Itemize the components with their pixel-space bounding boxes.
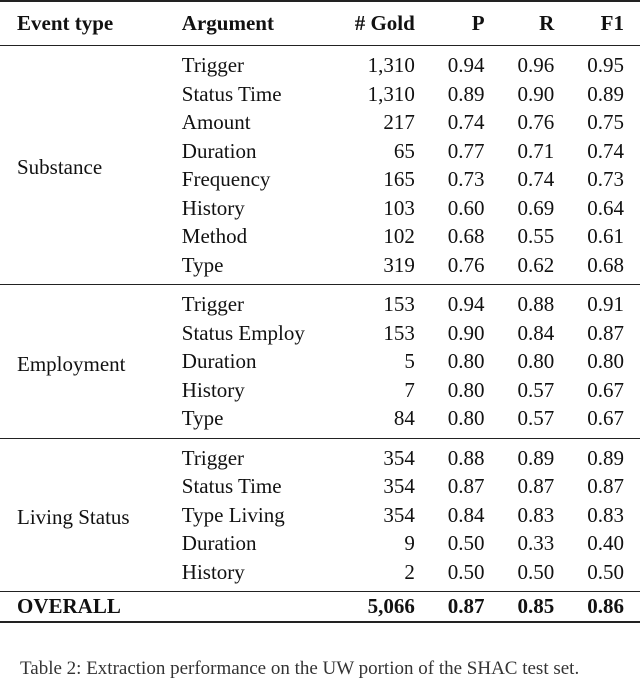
header-row bbox=[0, 1, 640, 46]
cell-r: 0.57 bbox=[517, 406, 555, 430]
cell-r: 0.96 bbox=[517, 53, 555, 77]
cell-f1: 0.75 bbox=[587, 110, 624, 134]
cell-argument: Trigger bbox=[181, 292, 245, 316]
cell-f1: 0.61 bbox=[587, 224, 624, 248]
cell-p: 0.80 bbox=[447, 349, 485, 373]
cell-argument: History bbox=[181, 195, 245, 220]
header-r: R bbox=[485, 1, 555, 46]
event-type-label: Employment bbox=[17, 351, 126, 376]
cell-f1: 0.83 bbox=[587, 502, 624, 527]
cell-gold: 7 bbox=[404, 377, 415, 402]
cell-argument: History bbox=[181, 559, 245, 584]
cell-argument: Trigger bbox=[181, 445, 245, 470]
cell-f1: 0.64 bbox=[587, 195, 624, 220]
cell-p: 0.60 bbox=[447, 195, 485, 220]
header-f1: F1 bbox=[554, 1, 640, 46]
group-employment bbox=[0, 285, 640, 439]
event-type-label: Living Status bbox=[17, 505, 130, 529]
cell-f1: 0.68 bbox=[587, 252, 624, 277]
overall-f1: 0.86 bbox=[554, 592, 640, 622]
cell-p: 0.50 bbox=[447, 559, 485, 584]
cell-f1: 0.67 bbox=[587, 377, 624, 402]
cell-p: 0.77 bbox=[447, 138, 485, 163]
cell-gold: 153 bbox=[383, 292, 415, 316]
cell-r: 0.57 bbox=[517, 377, 555, 402]
cell-argument: Trigger bbox=[181, 53, 245, 77]
cell-p: 0.88 bbox=[447, 445, 485, 470]
cell-argument: Status Time bbox=[181, 81, 282, 106]
cell-gold: 1,310 bbox=[367, 53, 415, 77]
cell-argument: History bbox=[181, 377, 245, 402]
cell-f1: 0.73 bbox=[587, 167, 624, 191]
cell-r: 0.89 bbox=[517, 445, 555, 470]
cell-argument: Frequency bbox=[181, 167, 271, 191]
cell-r: 0.33 bbox=[517, 531, 555, 555]
cell-gold: 354 bbox=[383, 474, 415, 498]
cell-r: 0.87 bbox=[517, 474, 555, 498]
overall-gold: 5,066 bbox=[348, 592, 415, 622]
cell-argument: Status Employ bbox=[181, 320, 305, 345]
cell-argument: Type bbox=[181, 252, 224, 277]
cell-p: 0.90 bbox=[447, 320, 485, 345]
cell-f1: 0.87 bbox=[587, 320, 624, 345]
cell-f1: 0.67 bbox=[587, 406, 624, 430]
cell-f1: 0.89 bbox=[587, 81, 624, 106]
cell-gold: 354 bbox=[383, 502, 415, 527]
cell-p: 0.80 bbox=[447, 377, 485, 402]
overall-argument-empty bbox=[182, 592, 348, 622]
cell-argument: Type Living bbox=[181, 502, 285, 527]
cell-r: 0.80 bbox=[517, 349, 555, 373]
cell-f1: 0.95 bbox=[587, 53, 624, 77]
cell-f1: 0.50 bbox=[587, 559, 624, 584]
table-caption: Table 2: Extraction performance on the UW portion of the SHAC test set. bbox=[20, 658, 580, 679]
cell-argument: Method bbox=[181, 224, 248, 248]
cell-argument: Duration bbox=[181, 349, 257, 373]
cell-r: 0.76 bbox=[517, 110, 555, 134]
cell-gold: 217 bbox=[383, 110, 415, 134]
cell-r: 0.50 bbox=[517, 559, 555, 584]
cell-p: 0.50 bbox=[447, 531, 485, 555]
group-substance bbox=[0, 46, 640, 285]
cell-r: 0.90 bbox=[517, 81, 555, 106]
cell-p: 0.94 bbox=[447, 292, 485, 316]
cell-gold: 1,310 bbox=[367, 81, 415, 106]
event-type-label: Substance bbox=[17, 155, 103, 180]
cell-p: 0.87 bbox=[447, 474, 485, 498]
cell-r: 0.83 bbox=[517, 502, 555, 527]
cell-p: 0.80 bbox=[447, 406, 485, 430]
cell-p: 0.89 bbox=[447, 81, 485, 106]
cell-f1: 0.74 bbox=[587, 138, 624, 163]
cell-r: 0.62 bbox=[517, 252, 555, 277]
cell-gold: 165 bbox=[383, 167, 415, 191]
cell-r: 0.74 bbox=[517, 167, 555, 191]
header-gold: # Gold bbox=[348, 1, 415, 46]
cell-argument: Duration bbox=[181, 138, 257, 163]
cell-r: 0.88 bbox=[517, 292, 555, 316]
cell-r: 0.69 bbox=[517, 195, 555, 220]
cell-p: 0.76 bbox=[447, 252, 485, 277]
cell-gold: 319 bbox=[383, 252, 415, 277]
cell-argument: Type bbox=[181, 406, 224, 430]
cell-gold: 103 bbox=[383, 195, 415, 220]
header-event-type: Event type bbox=[0, 1, 182, 46]
cell-gold: 84 bbox=[393, 406, 415, 430]
header-p: P bbox=[415, 1, 485, 46]
overall-section bbox=[0, 592, 640, 622]
cell-gold: 2 bbox=[404, 559, 415, 584]
cell-gold: 153 bbox=[383, 320, 415, 345]
cell-f1: 0.80 bbox=[587, 349, 624, 373]
overall-row bbox=[0, 592, 640, 622]
cell-gold: 9 bbox=[404, 531, 415, 555]
overall-label: OVERALL bbox=[0, 592, 182, 622]
table-row bbox=[0, 46, 640, 80]
cell-p: 0.73 bbox=[447, 167, 485, 191]
group-living-status bbox=[0, 438, 640, 592]
cell-p: 0.94 bbox=[447, 53, 485, 77]
cell-gold: 102 bbox=[383, 224, 415, 248]
overall-p: 0.87 bbox=[415, 592, 485, 622]
cell-r: 0.55 bbox=[517, 224, 555, 248]
table-row bbox=[0, 285, 640, 319]
cell-argument: Status Time bbox=[181, 474, 282, 498]
cell-f1: 0.87 bbox=[587, 474, 624, 498]
table-row bbox=[0, 438, 640, 472]
cell-f1: 0.91 bbox=[587, 292, 624, 316]
cell-argument: Duration bbox=[181, 531, 257, 555]
cell-r: 0.71 bbox=[517, 138, 555, 163]
overall-r: 0.85 bbox=[485, 592, 555, 622]
cell-p: 0.68 bbox=[447, 224, 485, 248]
cell-argument: Amount bbox=[181, 110, 251, 134]
cell-gold: 354 bbox=[383, 445, 415, 470]
cell-p: 0.84 bbox=[447, 502, 485, 527]
cell-gold: 5 bbox=[404, 349, 415, 373]
header-argument: Argument bbox=[182, 1, 348, 46]
cell-f1: 0.40 bbox=[587, 531, 624, 555]
cell-p: 0.74 bbox=[447, 110, 485, 134]
cell-gold: 65 bbox=[393, 138, 415, 163]
cell-r: 0.84 bbox=[517, 320, 555, 345]
cell-f1: 0.89 bbox=[587, 445, 624, 470]
